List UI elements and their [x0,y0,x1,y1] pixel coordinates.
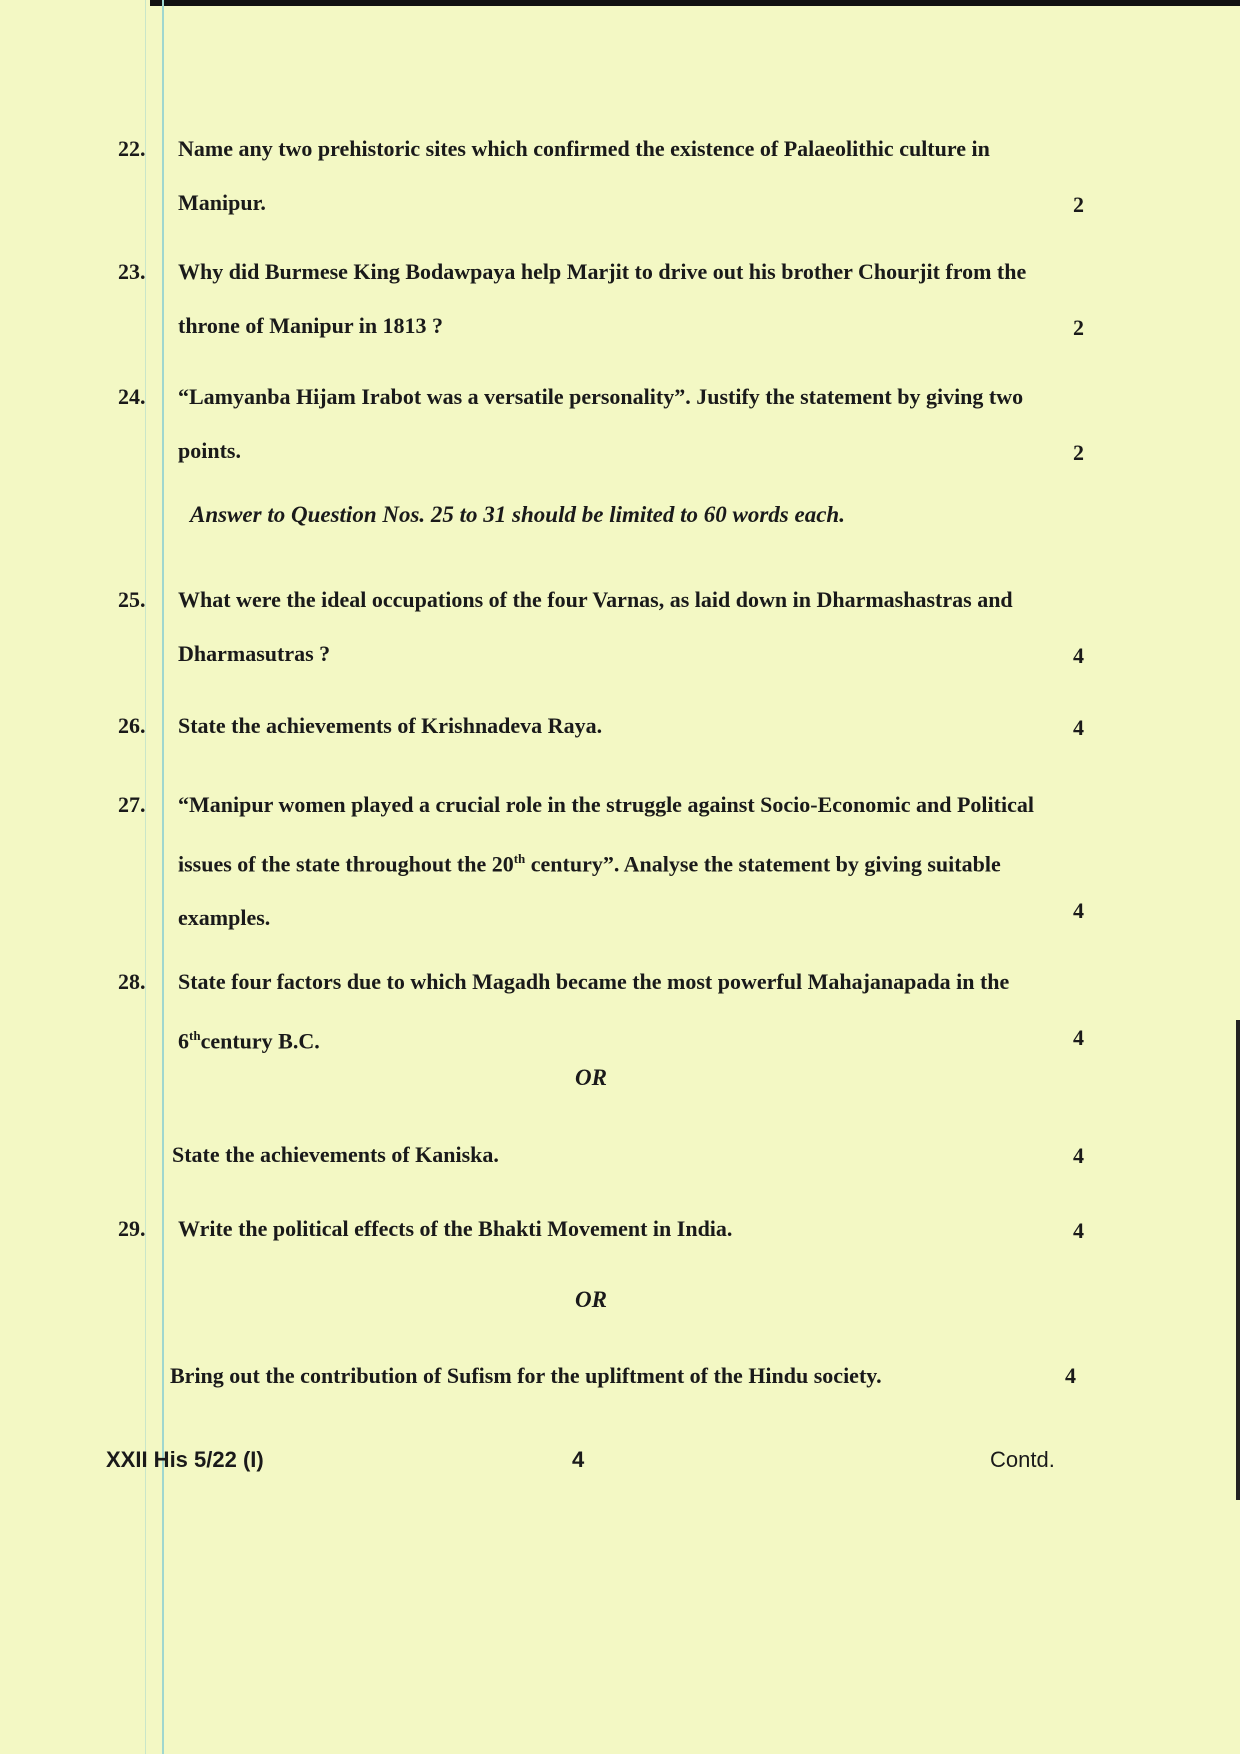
question-marks: 4 [1073,898,1084,923]
question-text [178,778,1078,945]
or-label: OR [575,1065,607,1090]
question-marks: 4 [1065,1363,1076,1388]
ordinal-suffix: th [189,1028,201,1043]
question-marks: 4 [1073,1218,1084,1243]
continued-label: Contd. [990,1447,1055,1472]
question-text: Why did Burmese King Bodawpaya help Marjit to drive out his brother Chourjit from the throne of Manipur in 1813 ? [178,259,1027,338]
paper-code: XXII His 5/22 (I) [106,1447,264,1472]
ordinal-suffix: th [513,851,526,866]
question-marks: 2 [1073,192,1084,217]
alternative-question-text: State the achievements of Kaniska. [172,1142,499,1167]
or-label: OR [575,1287,607,1312]
question-marks: 2 [1073,315,1084,340]
question-number: 28. [118,969,146,994]
question-text [178,955,1078,1068]
question-number: 24. [118,384,146,409]
question-text: Name any two prehistoric sites which confirmed the existence of Palaeolithic culture in Manipur. [178,136,990,215]
scan-right-edge [1236,1020,1240,1500]
question-text: “Lamyanba Hijam Irabot was a versatile personality”. Justify the statement by giving two points. [178,384,1024,463]
alternative-question-text [170,1363,1070,1389]
question-number: 27. [118,792,146,817]
question-text-part: century B.C. [200,1028,320,1054]
question-marks: 2 [1073,440,1084,465]
question-marks: 4 [1073,1143,1084,1168]
question-text-part: “Manipur women played a crucial role in the struggle against Socio-Economic and Political issues of the state throughout the 20 [178,792,1034,877]
question-number: 25. [118,587,146,612]
question-text-part: State four factors due to which Magadh became the most powerful Mahajanapada in the 6 [178,969,1010,1054]
question-number: 23. [118,259,146,284]
question-number: 26. [118,713,146,738]
question-text: Write the political effects of the Bhakti Movement in India. [178,1216,733,1241]
page-number: 4 [572,1447,585,1472]
question-marks: 4 [1073,1025,1084,1050]
question-text: State the achievements of Krishnadeva Raya. [178,713,603,738]
question-marks: 4 [1073,643,1084,668]
question-number: 29. [118,1216,146,1241]
question-text: What were the ideal occupations of the four Varnas, as laid down in Dharmashastras and Dharmasutras ? [178,587,1013,666]
alternative-question-text-content: Bring out the contribution of Sufism for the upliftment of the Hindu society. [170,1363,882,1388]
section-instruction: Answer to Question Nos. 25 to 31 should be limited to 60 words each. [190,502,845,527]
question-marks: 4 [1073,715,1084,740]
scan-top-border [150,0,1240,6]
question-text-part: century”. Analyse the statement by giving suitable examples. [178,851,1001,931]
question-number: 22. [118,136,146,161]
